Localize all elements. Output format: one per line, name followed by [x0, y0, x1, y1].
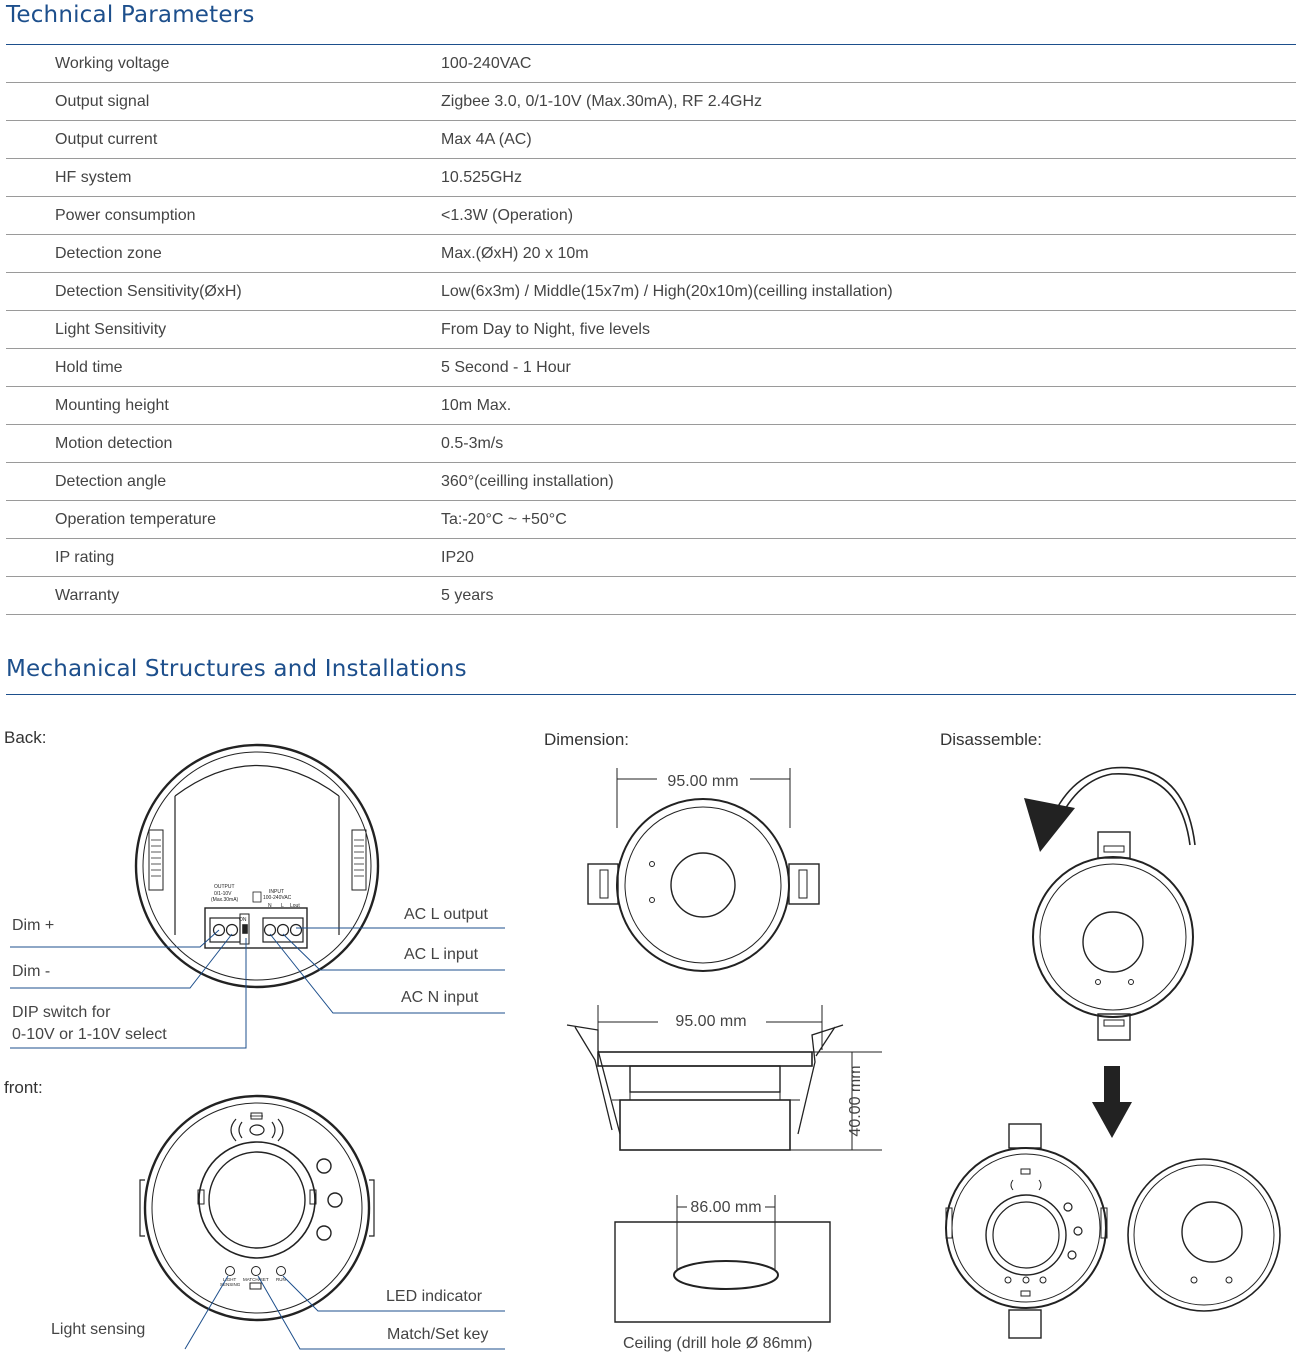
- callout-dip-line1: DIP switch for: [12, 1004, 111, 1021]
- front-led-labels: [220, 1277, 286, 1287]
- led-matchset: MATCH/SET: [243, 1277, 269, 1282]
- param-row: [6, 349, 1296, 387]
- callout-dim-plus: Dim +: [12, 917, 55, 934]
- led-sensing: SENSING: [220, 1282, 241, 1287]
- param-value: From Day to Night, five levels: [441, 311, 1296, 349]
- callout-dim-minus: Dim -: [12, 963, 51, 980]
- mechanical-title: Mechanical Structures and Installations: [6, 656, 467, 682]
- param-row: [6, 311, 1296, 349]
- param-row: [6, 235, 1296, 273]
- front-view-drawing: [140, 1096, 374, 1320]
- callout-dip-line2: 0-10V or 1-10V select: [12, 1026, 167, 1043]
- param-value: 360°(ceilling installation): [441, 463, 1296, 501]
- output-header: OUTPUT: [214, 884, 235, 890]
- param-value: Ta:-20°C ~ +50°C: [441, 501, 1296, 539]
- param-value: <1.3W (Operation): [441, 197, 1296, 235]
- term-lout: Lout: [290, 903, 300, 909]
- dimension-side-drawing: [567, 1005, 882, 1150]
- param-name: Power consumption: [6, 197, 441, 235]
- param-name: HF system: [6, 159, 441, 197]
- param-name: Operation temperature: [6, 501, 441, 539]
- dimension-top-drawing: [588, 768, 819, 971]
- back-view-drawing: [136, 745, 378, 987]
- param-value: Max.(ØxH) 20 x 10m: [441, 235, 1296, 273]
- front-label: front:: [4, 1078, 43, 1097]
- callout-ac-l-input: AC L input: [404, 946, 479, 963]
- callout-match-set-key: Match/Set key: [387, 1326, 489, 1343]
- input-header: INPUT: [269, 889, 284, 895]
- param-value: Max 4A (AC): [441, 121, 1296, 159]
- input-range: 100-240VAC: [263, 895, 292, 901]
- disassemble-drawing: [946, 768, 1280, 1338]
- parameters-table: [6, 45, 1296, 615]
- param-name: Detection angle: [6, 463, 441, 501]
- param-value: Low(6x3m) / Middle(15x7m) / High(20x10m)(ceilling installation): [441, 273, 1296, 311]
- output-max: (Max.30mA): [211, 897, 239, 903]
- param-name: Hold time: [6, 349, 441, 387]
- led-light: LIGHT: [223, 1277, 237, 1282]
- param-name: IP rating: [6, 539, 441, 577]
- param-value: 0.5-3m/s: [441, 425, 1296, 463]
- param-row: [6, 121, 1296, 159]
- param-row: [6, 501, 1296, 539]
- mechanical-title-rule: [6, 694, 1296, 695]
- term-l: L: [281, 903, 284, 909]
- dip-on: ON: [239, 917, 247, 923]
- param-row: [6, 83, 1296, 121]
- term-n: N: [268, 903, 272, 909]
- back-label: Back:: [4, 728, 47, 747]
- param-name: Motion detection: [6, 425, 441, 463]
- param-value: Zigbee 3.0, 0/1-10V (Max.30mA), RF 2.4GHz: [441, 83, 1296, 121]
- param-row: [6, 425, 1296, 463]
- dimension-ceiling-drawing: [615, 1195, 830, 1322]
- param-name: Working voltage: [6, 45, 441, 83]
- param-name: Detection Sensitivity(ØxH): [6, 273, 441, 311]
- param-row: [6, 45, 1296, 83]
- param-row: [6, 159, 1296, 197]
- param-name: Output current: [6, 121, 441, 159]
- param-row: [6, 273, 1296, 311]
- param-row: [6, 197, 1296, 235]
- ceiling-caption: Ceiling (drill hole Ø 86mm): [623, 1335, 813, 1352]
- param-value: 100-240VAC: [441, 45, 1296, 83]
- dim-top-width: 95.00 mm: [667, 773, 739, 790]
- param-name: Warranty: [6, 577, 441, 615]
- led-run: RUN: [276, 1277, 286, 1282]
- dim-height: 40.00 mm: [847, 1065, 864, 1137]
- param-name: Light Sensitivity: [6, 311, 441, 349]
- param-name: Mounting height: [6, 387, 441, 425]
- param-value: 5 Second - 1 Hour: [441, 349, 1296, 387]
- param-row: [6, 387, 1296, 425]
- output-range: 0/1-10V: [214, 891, 232, 897]
- technical-parameters-title: Technical Parameters: [6, 2, 255, 28]
- callout-led-indicator: LED indicator: [386, 1288, 483, 1305]
- param-value: 10m Max.: [441, 387, 1296, 425]
- param-row: [6, 577, 1296, 615]
- dim-drill-width: 86.00 mm: [690, 1199, 762, 1216]
- param-name: Output signal: [6, 83, 441, 121]
- dimension-label: Dimension:: [544, 730, 630, 749]
- callout-light-sensing: Light sensing: [51, 1321, 146, 1338]
- param-row: [6, 463, 1296, 501]
- disassemble-label: Disassemble:: [940, 730, 1043, 749]
- back-terminal-labels: [211, 884, 300, 923]
- param-row: [6, 539, 1296, 577]
- callout-ac-n-input: AC N input: [401, 989, 479, 1006]
- param-name: Detection zone: [6, 235, 441, 273]
- dim-side-width: 95.00 mm: [675, 1013, 747, 1030]
- param-value: 10.525GHz: [441, 159, 1296, 197]
- param-value: 5 years: [441, 577, 1296, 615]
- param-value: IP20: [441, 539, 1296, 577]
- callout-ac-l-output: AC L output: [404, 906, 488, 923]
